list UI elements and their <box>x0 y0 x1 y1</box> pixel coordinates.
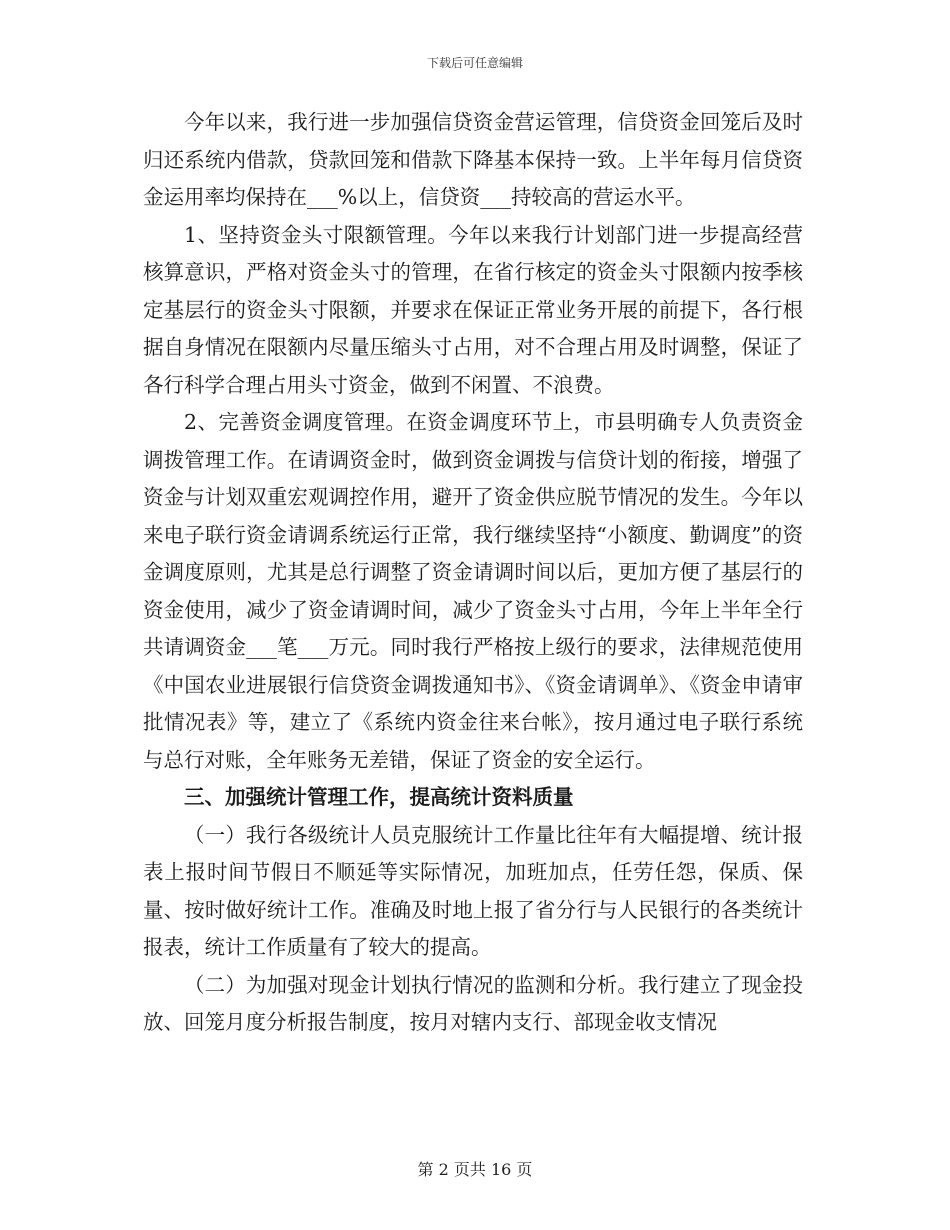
paragraph-fund-dispatch: 2、完善资金调度管理。在资金调度环节上，市县明确专人负责资金调拨管理工作。在请调资金时，做到资金调拨与信贷计划的衔接，增强了资金与计划双重宏观调控作用，避开了资金供应脱节情况的发生。今年以来电子联行资金请调系统运行正常，我行继续坚持“小额度、勤调度”的资金调度原则，尤其是总行调整了资金请调时间以后，更加方便了基层行的资金使用，减少了资金请调时间，减少了资金头寸占用，今年上半年全行共请调资金___笔___万元。同时我行严格按上级行的要求，法律规范使用《中国农业进展银行信贷资金调拨通知书》、《资金请调单》、《资金申请审批情况表》等，建立了《系统内资金往来台帐》，按月通过电子联行系统与总行对账，全年账务无差错，保证了资金的安全运行。 <box>143 410 803 772</box>
paragraph-statistics-1: （一）我行各级统计人员克服统计工作量比往年有大幅提增、统计报表上报时间节假日不顺延等实际情况，加班加点，任劳任怨，保质、保量、按时做好统计工作。准确及时地上报了省分行与人民银行的各类统计报表，统计工作质量有了较大的提高。 <box>143 822 803 959</box>
section-heading: 三、加强统计管理工作，提高统计资料质量 <box>184 785 574 809</box>
page-footer: 第 2 页共 16 页 <box>417 1160 533 1179</box>
paragraph-intro: 今年以来，我行进一步加强信贷资金营运管理，信贷资金回笼后及时归还系统内借款，贷款回笼和借款下降基本保持一致。上半年每月信贷资金运用率均保持在___%以上，信贷资___持较高的营运水平。 <box>143 110 803 209</box>
document-body <box>143 104 803 1042</box>
page-header: 下载后可任意编辑 <box>426 56 523 70</box>
paragraph-cash-limit: 1、坚持资金头寸限额管理。今年以来我行计划部门进一步提高经营核算意识，严格对资金头寸的管理，在省行核定的资金头寸限额内按季核定基层行的资金头寸限额，并要求在保证正常业务开展的前提下，各行根据自身情况在限额内尽量压缩头寸占用，对不合理占用及时调整，保证了各行科学合理占用头寸资金，做到不闲置、不浪费。 <box>143 222 803 397</box>
paragraph-statistics-2: （二）为加强对现金计划执行情况的监测和分析。我行建立了现金投放、回笼月度分析报告制度，按月对辖内支行、部现金收支情况 <box>143 972 803 1034</box>
